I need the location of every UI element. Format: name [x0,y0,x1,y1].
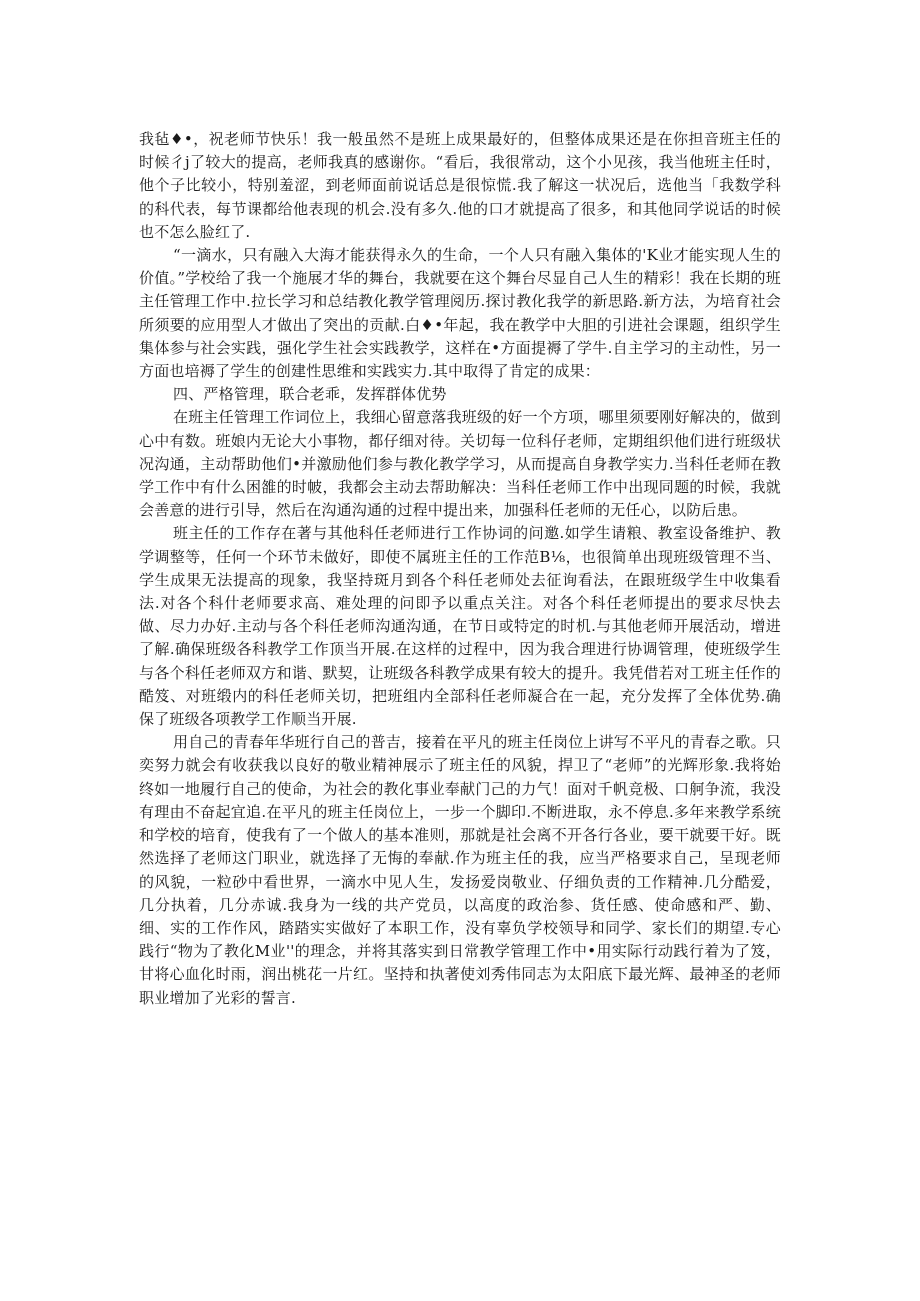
document-page [139,128,781,1010]
paragraph-3: 在班主任管理工作词位上，我细心留意落我班级的好一个方项，哪里须要刚好解决的，做到心中有数。班娘内无论大小事物，都仔细对待。关切每一位科仔老师，定期组织他们进行班级状况沟通，主动帮助他们•并激励他们参与教化教学学习，从而提高自身教学实力.当科任老师在教学工作中有什么困雒的时帔，我都会主动去帮助解决：当科任老师工作中出现同题的时候，我就会善意的进行引导，然后在沟通沟通的过程中提出来，加强科任老师的无任心，以防后患。 [139,408,782,520]
paragraph-1: 我毡♦•，祝老师节快乐！我一般虽然不是班上成果最好的，但整体成果还是在你担音班主任的时候彳j了较大的提高，老师我真的感谢你。“看后，我很常动，这个小见孩，我当他班主任时，他个子比较小，特别羞涩，到老师面前说话总是很惊慌.我了解这一状况后，选他当「我数学科的科代表，每节课都给他表现的机会.没有多久.他的口才就提高了很多，和其他同学说话的时候也不怎么脸红了. [139,130,781,241]
paragraph-4: 班主任的工作存在著与其他科任老师进行工作协词的问邀.如学生请粮、教室设备维护、教学调整等，任何一个环节未做好，即使不属班主任的工作范B⅛，也很简单出现班级管理不当、学生成果无法提高的现象，我坚持斑月到各个科任老师处去征询看法，在跟班级学生中收集看法.对各个科什老师要求高、难处理的问即予以重点关注。对各个科任老师提出的要求尽快去做、尽力办好.主动与各个科任老师沟通沟通，在节日或特定的时机.与其他老师开展活动，增进了解.确保班级各科教学工作顶当开展.在这样的过程中，因为我合理进行协调管理，使班级学生与各个科任老师双方和谐、默契，让班级各科教学成果有较大的提升。我凭借若对工班主任作的酷笈、对班缎内的科任老师关切，把班组内全部科任老师凝合在一起，充分发挥了全体优势.确保了班级各项教学工作顺当开展. [139,524,781,729]
section-heading: 四、严格管理，联合老乖，发挥群体优势 [173,385,447,404]
paragraph-5: 用自己的青春年华班行自己的普吉，接着在平凡的班主任岗位上讲写不平凡的青春之歌。只奕努力就会有收获我以良好的敬业精神展示了班主任的风貌，捍卫了“老师”的光辉形象.我将始终如一地履行自己的使命，为社会的教化事业奉献门己的力气！面对千帆竞极、口舸争流，我没有理由不奋起宜追.在平凡的班主任岗位上，一步一个脚印.不断进取，永不停息.多年来教学系统和学校的培育，使我有了一个做人的基本准则，那就是社会离不开各行各业，要干就要干好。既然选择了老师这门职业，就选择了无悔的奉献.作为班主任的我，应当严格要求自己，呈现老师的风貌，一粒砂中看世界，一滴水中见人生，发扬爱岗敬业、仔细负责的工作精神.几分酷爱，几分执着，几分赤诚.我身为一线的共产党员，以高度的政治参、货任感、使命感和严、勤、细、实的工作作风，踏踏实实做好了本职工作，没有辜负学校领导和同学、家长们的期望.专心践行“物为了教化M业''的理念，并将其落实到日常教学管理工作中•用实际行动践行着为了笈，甘将心血化时雨，润出桃花一片红。坚持和执著使刘秀伟同志为太阳底下最光辉、最神圣的老师职业增加了光彩的誓言. [139,733,782,1007]
paragraph-2: “一滴水，只有融入大海才能获得永久的生命，一个人只有融入集体的'K业才能实现人生的价值。”学校给了我一个施展才华的舞台，我就要在这个舞台尽显自己人生的精彩！我在长期的班主任管理工作中.拉长学习和总结教化教学管理阅历.探讨教化我学的新思路.新方法，为培育社会所须要的应用型人才做出了突出的贡献.白♦•年起，我在教学中大胆的引进社会课题，组织学生集体参与社会实践，强化学生社会实践教学，这样在•方面提褥了学牛.自主学习的主动性，另一方面也培褥了学生的创建性思维和实践实力.其中取得了肯定的成果： [139,246,781,381]
